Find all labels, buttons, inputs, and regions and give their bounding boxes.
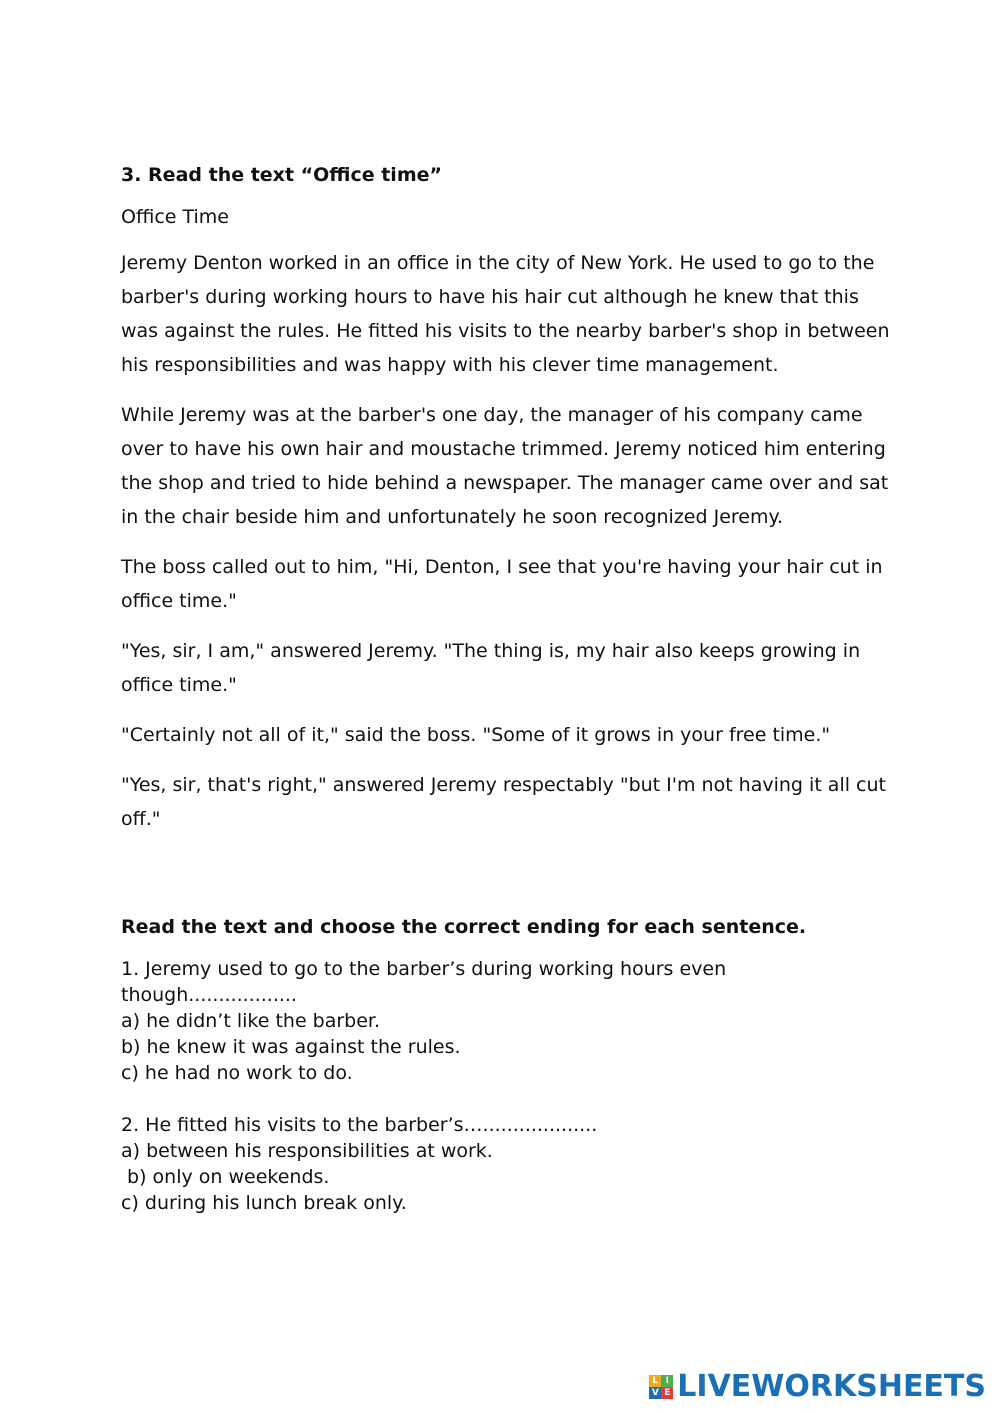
logo-text: LIVEWORKSHEETS — [677, 1369, 986, 1404]
logo-mark-letter: L — [649, 1375, 661, 1387]
logo-mark-letter: I — [661, 1375, 673, 1387]
section-heading: 3. Read the text “Office time” — [121, 164, 442, 186]
story-paragraph: Jeremy Denton worked in an office in the city of New York. He used to go to the barber's during working hours to have his hair cut although he knew that this was against the rules. He fitted his visits to the nearby barber's shop in between his responsibilities and was happy with his clever time management. — [121, 252, 890, 376]
reading-section — [121, 160, 901, 852]
story-paragraph: "Yes, sir, I am," answered Jeremy. "The thing is, my hair also keeps growing in office time." — [121, 640, 861, 696]
answer-option-c[interactable]: c) during his lunch break only. — [121, 1192, 407, 1214]
question-list — [121, 956, 901, 1242]
logo-mark-letter: V — [649, 1387, 661, 1399]
story-paragraph: While Jeremy was at the barber's one day, the manager of his company came over to have his own hair and moustache trimmed. Jeremy noticed him entering the shop and tried to hide behind a newspaper. The manager came over and sat in the chair beside him and unfortunately he soon recognized Jeremy. — [121, 404, 889, 528]
question-stem-continued: though.................. — [121, 984, 297, 1006]
liveworksheets-logo — [649, 1369, 986, 1404]
answer-option-a[interactable]: a) between his responsibilities at work. — [121, 1140, 493, 1162]
question-stem: 2. He fitted his visits to the barber’s…................... — [121, 1114, 598, 1136]
question-stem: 1. Jeremy used to go to the barber’s during working hours even — [121, 958, 727, 980]
story-paragraph: "Certainly not all of it," said the boss. "Some of it grows in your free time." — [121, 724, 831, 746]
logo-mark-icon — [649, 1375, 673, 1399]
story-paragraph: "Yes, sir, that's right," answered Jeremy respectably "but I'm not having it all cut off." — [121, 774, 886, 830]
answer-option-b[interactable]: b) he knew it was against the rules. — [121, 1036, 461, 1058]
question-1 — [121, 956, 901, 1086]
answer-option-c[interactable]: c) he had no work to do. — [121, 1062, 353, 1084]
logo-mark-letter: E — [661, 1387, 673, 1399]
answer-option-b[interactable]: b) only on weekends. — [121, 1166, 330, 1188]
story-paragraph: The boss called out to him, "Hi, Denton, I see that you're having your hair cut in office time." — [121, 556, 883, 612]
question-2 — [121, 1112, 901, 1216]
story-title: Office Time — [121, 206, 229, 228]
answer-option-a[interactable]: a) he didn’t like the barber. — [121, 1010, 381, 1032]
task-heading: Read the text and choose the correct ending for each sentence. — [121, 916, 807, 938]
